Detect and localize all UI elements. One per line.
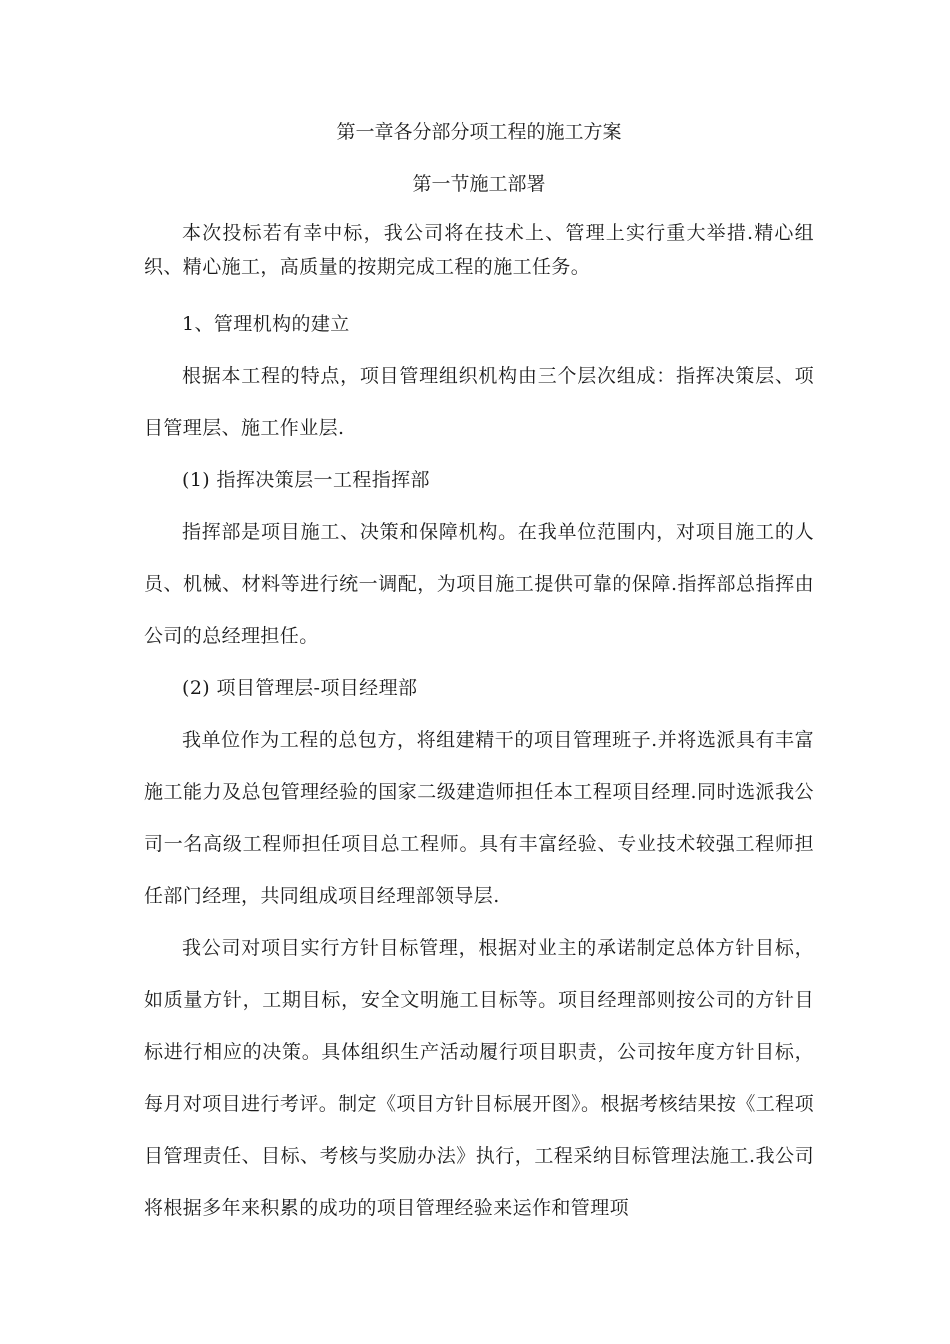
heading-command-level: (1) 指挥决策层一工程指挥部 — [182, 469, 430, 491]
heading-management-structure: 1、管理机构的建立 — [182, 313, 350, 335]
heading-project-management-level: (2) 项目管理层-项目经理部 — [182, 677, 418, 699]
section-title: 第一节施工部署 — [412, 173, 546, 195]
paragraph-target-management: 我公司对项目实行方针目标管理，根据对业主的承诺制定总体方针目标，如质量方针，工期目标，安全文明施工目标等。项目经理部则按公司的方针目标进行相应的决策。具体组织生产活动履行项目职责，公司按年度方针目标，每月对项目进行考评。制定《项目方针目标展开图》。根据考核结果按《工程项目管理责任、目标、考核与奖励办法》执行，工程采纳目标管理法施工.我公司将根据多年来积累的成功的项目管理经验来运作和管理项 — [144, 937, 814, 1219]
paragraph-org-levels: 根据本工程的特点，项目管理组织机构由三个层次组成：指挥决策层、项目管理层、施工作业层. — [144, 365, 814, 439]
paragraph-command-level: 指挥部是项目施工、决策和保障机构。在我单位范围内，对项目施工的人员、机械、材料等进行统一调配，为项目施工提供可靠的保障.指挥部总指挥由公司的总经理担任。 — [144, 521, 814, 647]
intro-paragraph: 本次投标若有幸中标，我公司将在技术上、管理上实行重大举措.精心组织、精心施工，高质量的按期完成工程的施工任务。 — [144, 222, 814, 278]
paragraph-project-team: 我单位作为工程的总包方，将组建精干的项目管理班子.并将选派具有丰富施工能力及总包管理经验的国家二级建造师担任本工程项目经理.同时选派我公司一名高级工程师担任项目总工程师。具有丰富经验、专业技术较强工程师担任部门经理，共同组成项目经理部领导层. — [144, 729, 814, 907]
chapter-title: 第一章各分部分项工程的施工方案 — [336, 121, 622, 143]
